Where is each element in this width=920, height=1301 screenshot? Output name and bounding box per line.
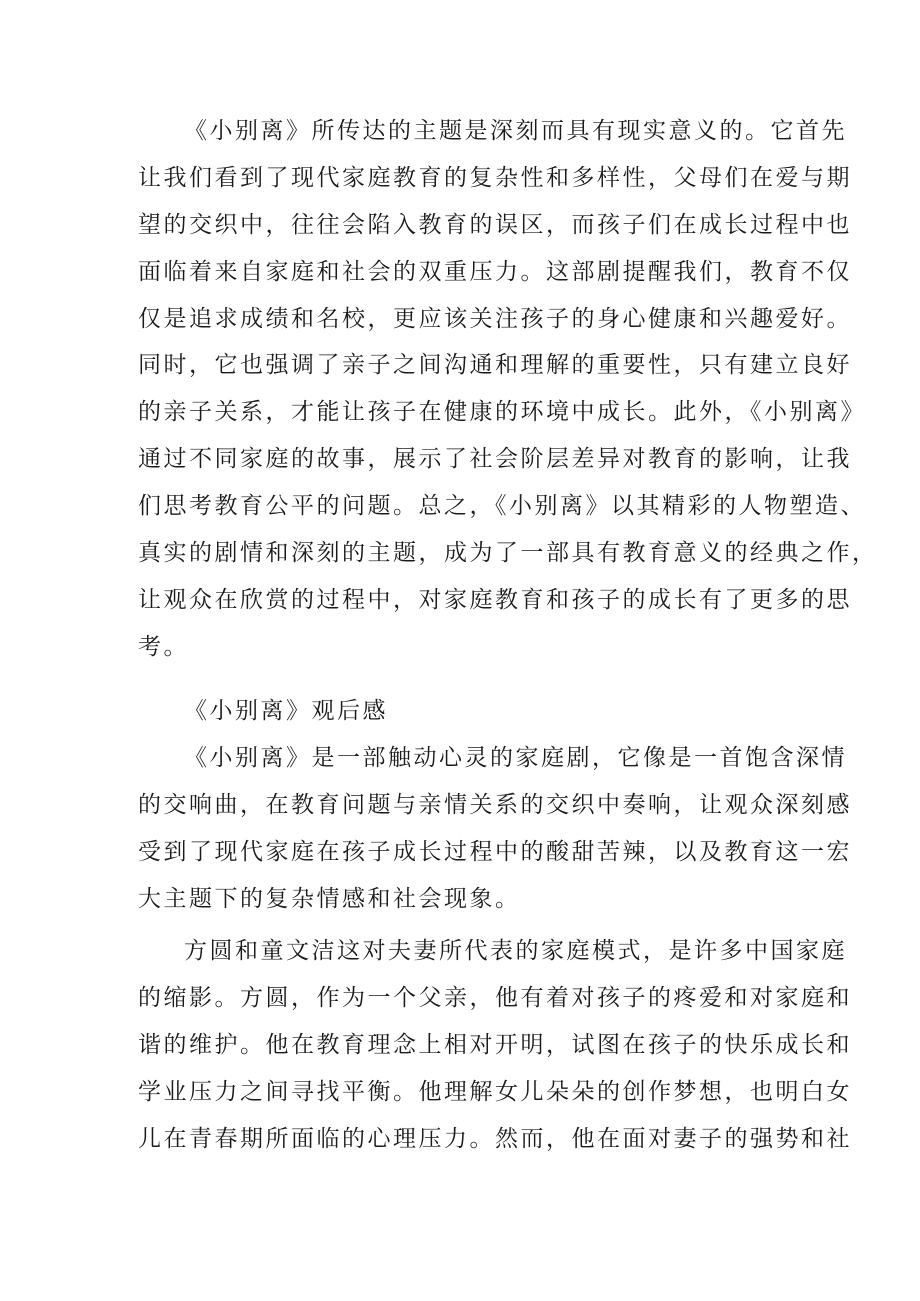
text-line: 们思考教育公平的问题。总之，《小别离》以其精彩的人物塑造、 [138,493,866,520]
paragraph-theme [138,108,878,671]
text-line: 真实的剧情和深刻的主题，成为了一部具有教育意义的经典之作， [138,540,878,567]
text-line: 的亲子关系，才能让孩子在健康的环境中成长。此外，《小别离》 [138,399,866,426]
text-line: 的交响曲，在教育问题与亲情关系的交织中奏响，让观众深刻感 [138,791,852,818]
text-line: 受到了现代家庭在孩子成长过程中的酸甜苦辣，以及教育这一宏 [138,838,852,865]
text-line: 考。 [138,633,189,660]
text-line: 学业压力之间寻找平衡。他理解女儿朵朵的创作梦想，也明白女 [138,1078,852,1105]
text-line: 方圆和童文洁这对夫妻所代表的家庭模式，是许多中国家庭 [184,938,847,964]
text-line: 谐的维护。他在教育理念上相对开明，试图在孩子的快乐成长和 [138,1031,852,1058]
text-line: 《小别离》是一部触动心灵的家庭剧，它像是一首饱含深情 [184,745,847,771]
text-line: 面临着来自家庭和社会的双重压力。这部剧提醒我们，教育不仅 [138,258,852,285]
text-line: 的缩影。方圆，作为一个父亲，他有着对孩子的疼爱和对家庭和 [138,984,852,1011]
paragraph-intro [138,735,852,923]
text-line: 大主题下的复杂情感和社会现象。 [138,885,521,912]
text-line: 仅是追求成绩和名校，更应该关注孩子的身心健康和兴趣爱好。 [138,305,852,332]
text-line: 同时，它也强调了亲子之间沟通和理解的重要性，只有建立良好 [138,352,852,379]
section-title-block [138,688,788,735]
text-line: 《小别离》所传达的主题是深刻而具有现实意义的。它首先 [184,118,847,144]
section-title: 《小别离》观后感 [184,698,388,724]
text-line: 儿在青春期所面临的心理压力。然而，他在面对妻子的强势和社 [138,1125,852,1152]
text-line: 通过不同家庭的故事，展示了社会阶层差异对教育的影响，让我 [138,446,852,473]
text-line: 望的交织中，往往会陷入教育的误区，而孩子们在成长过程中也 [138,211,852,238]
paragraph-family-model [138,928,852,1162]
text-line: 让观众在欣赏的过程中，对家庭教育和孩子的成长有了更多的思 [138,586,852,613]
text-line: 让我们看到了现代家庭教育的复杂性和多样性，父母们在爱与期 [138,164,852,191]
